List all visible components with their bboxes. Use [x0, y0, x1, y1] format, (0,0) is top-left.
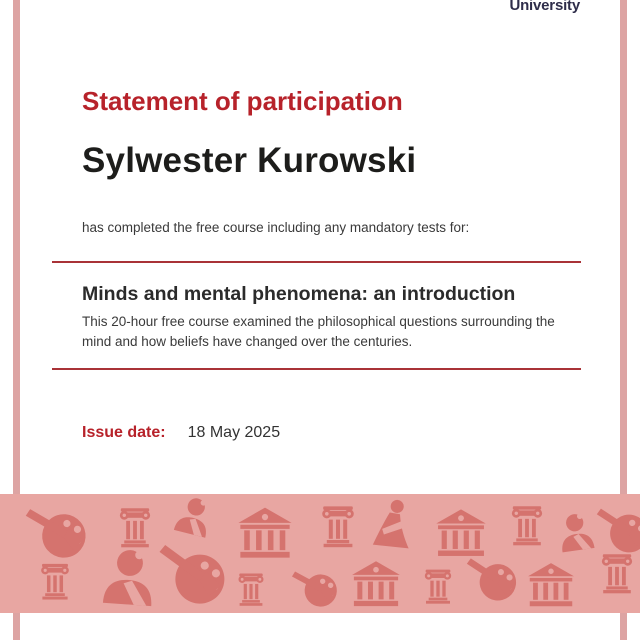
completion-text: has completed the free course including any mandatory tests for: — [82, 220, 470, 235]
certificate-title: Statement of participation — [82, 86, 403, 116]
museum-icon — [434, 506, 488, 560]
issue-date-label: Issue date: — [82, 424, 166, 441]
museum-icon — [350, 558, 402, 610]
footer-band — [0, 494, 640, 613]
course-description: This 20-hour free course examined the philosophical questions surrounding the mind and how beliefs have changed over the centuries. — [82, 314, 555, 349]
recipient-name: Sylwester Kurowski — [82, 141, 417, 180]
column-icon — [504, 502, 550, 548]
course-title: Minds and mental phenomena: an introduction — [82, 283, 516, 305]
column-icon — [232, 570, 270, 608]
divider-bottom — [52, 368, 581, 370]
issue-date-row — [82, 424, 280, 442]
issue-date-value: 18 May 2025 — [187, 424, 281, 441]
statue-icon — [363, 495, 422, 554]
column-icon — [418, 566, 458, 606]
column-icon — [594, 550, 640, 596]
palette-icon — [288, 558, 347, 613]
palette-icon — [20, 494, 98, 570]
university-logo: University — [509, 0, 580, 14]
bust-icon — [94, 542, 164, 612]
museum-icon — [526, 560, 576, 610]
column-icon — [314, 502, 362, 550]
museum-icon — [236, 504, 294, 562]
divider-top — [52, 261, 581, 263]
column-icon — [34, 560, 76, 602]
palette-icon — [153, 531, 236, 613]
